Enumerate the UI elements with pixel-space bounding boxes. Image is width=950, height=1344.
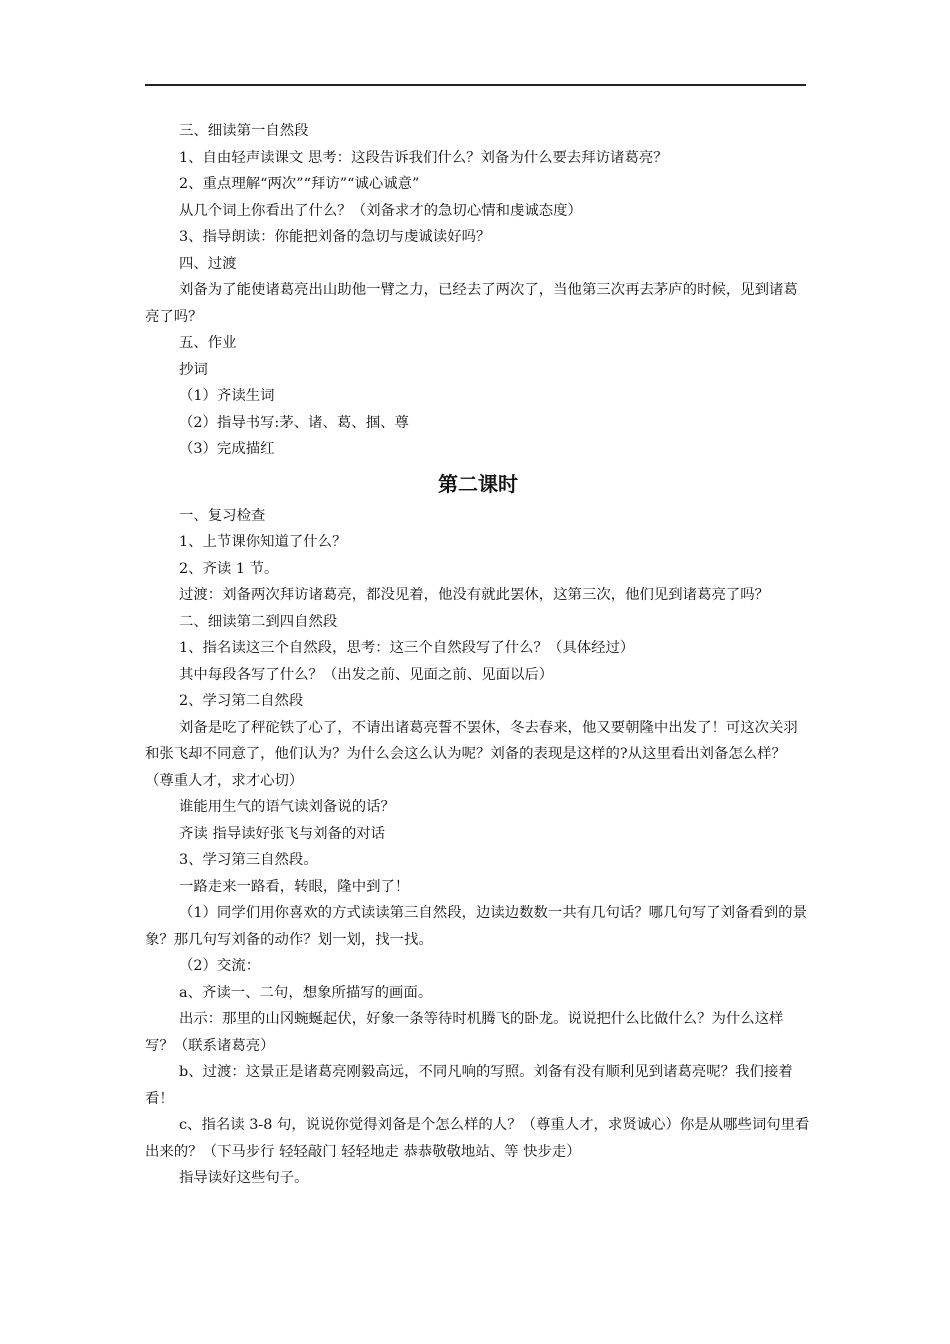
paragraph: 一路走来一路看，转眼，隆中到了！: [179, 878, 410, 895]
paragraph: a、齐读一、二句，想象所描写的画面。: [179, 984, 433, 1001]
paragraph: 3、指导朗读：你能把刘备的急切与虔诚读好吗？: [179, 229, 491, 245]
heading-close-reading-2: 二、细读第二到四自然段: [179, 613, 338, 630]
document-body: [145, 118, 811, 1192]
list-item: （1）齐读生词: [179, 388, 275, 404]
paragraph: 过渡：刘备两次拜访诸葛亮，都没见着，他没有就此罢休，这第三次，他们见到诸葛亮了吗？: [179, 587, 770, 603]
heading-review: 一、复习检查: [179, 507, 266, 524]
list-item: （3）完成描红: [179, 441, 275, 457]
paragraph: 其中每段各写了什么？（出发之前、见面之前、见面以后）: [179, 666, 554, 683]
paragraph: 齐读 指导读好张飞与刘备的对话: [179, 825, 386, 842]
paragraph: 2、学习第二自然段: [179, 693, 304, 709]
paragraph: （1）同学们用你喜欢的方式读读第三自然段，边读边数数一共有几句话？哪几句写了刘备看到的景象？那几句写刘备的动作？划一划，找一找。: [145, 905, 807, 948]
paragraph: （2）交流：: [179, 958, 261, 974]
header-rule: [145, 84, 806, 86]
section-2: [145, 503, 811, 1192]
paragraph: 3、学习第三自然段。: [179, 852, 318, 868]
paragraph: 2、重点理解“两次”“拜访”“诚心诚意”: [179, 176, 420, 192]
paragraph: 1、自由轻声读课文 思考：这段告诉我们什么？刘备为什么要去拜访诸葛亮？: [179, 149, 668, 166]
paragraph: 指导读好这些句子。: [179, 1170, 309, 1186]
list-item: （2）指导书写:茅、诸、葛、掴、尊: [179, 414, 409, 431]
paragraph: 1、指名读这三个自然段，思考：这三个自然段写了什么？（具体经过）: [179, 640, 635, 656]
lesson-2-title: 第二课时: [438, 471, 518, 496]
paragraph: 出示：那里的山冈蜿蜒起伏，好象一条等待时机腾飞的卧龙。说说把什么比做什么？为什么这样写？（联系诸葛亮）: [145, 1011, 784, 1054]
paragraph: 从几个词上你看出了什么？（刘备求才的急切心情和虔诚态度）: [179, 202, 582, 219]
heading-transition: 四、过渡: [179, 255, 237, 272]
heading-close-reading-1: 三、细读第一自然段: [179, 123, 309, 139]
paragraph: 刘备是吃了秤砣铁了心了，不请出诸葛亮誓不罢休，冬去春来，他又要朝隆中出发了！可这次关羽和张飞却不同意了，他们认为？为什么会这么认为呢？刘备的表现是这样的?从这里看出刘备怎么样？（尊重人才，求才心切）: [145, 719, 798, 789]
paragraph: 谁能用生气的语气读刘备说的话？: [179, 799, 395, 815]
section-1: [145, 118, 811, 463]
paragraph: 刘备为了能使诸葛亮出山助他一臂之力，已经去了两次了，当他第三次再去茅庐的时候，见到诸葛亮了吗？: [145, 282, 798, 325]
paragraph: 2、齐读 1 节。: [179, 560, 279, 577]
paragraph: 1、上节课你知道了什么？: [179, 534, 347, 550]
heading-homework: 五、作业: [179, 335, 237, 351]
paragraph: c、指名读 3-8 句，说说你觉得刘备是个怎么样的人？（尊重人才，求贤诚心）你是从哪些词句里看出来的？（下马步行 轻轻敲门 轻轻地走 恭恭敬敬地站、等 快步走）: [145, 1117, 810, 1160]
paragraph: b、过渡：这景正是诸葛亮刚毅高远，不同凡响的写照。刘备有没有顺利见到诸葛亮呢？我们接着看！: [145, 1064, 793, 1107]
paragraph: 抄词: [179, 361, 208, 378]
